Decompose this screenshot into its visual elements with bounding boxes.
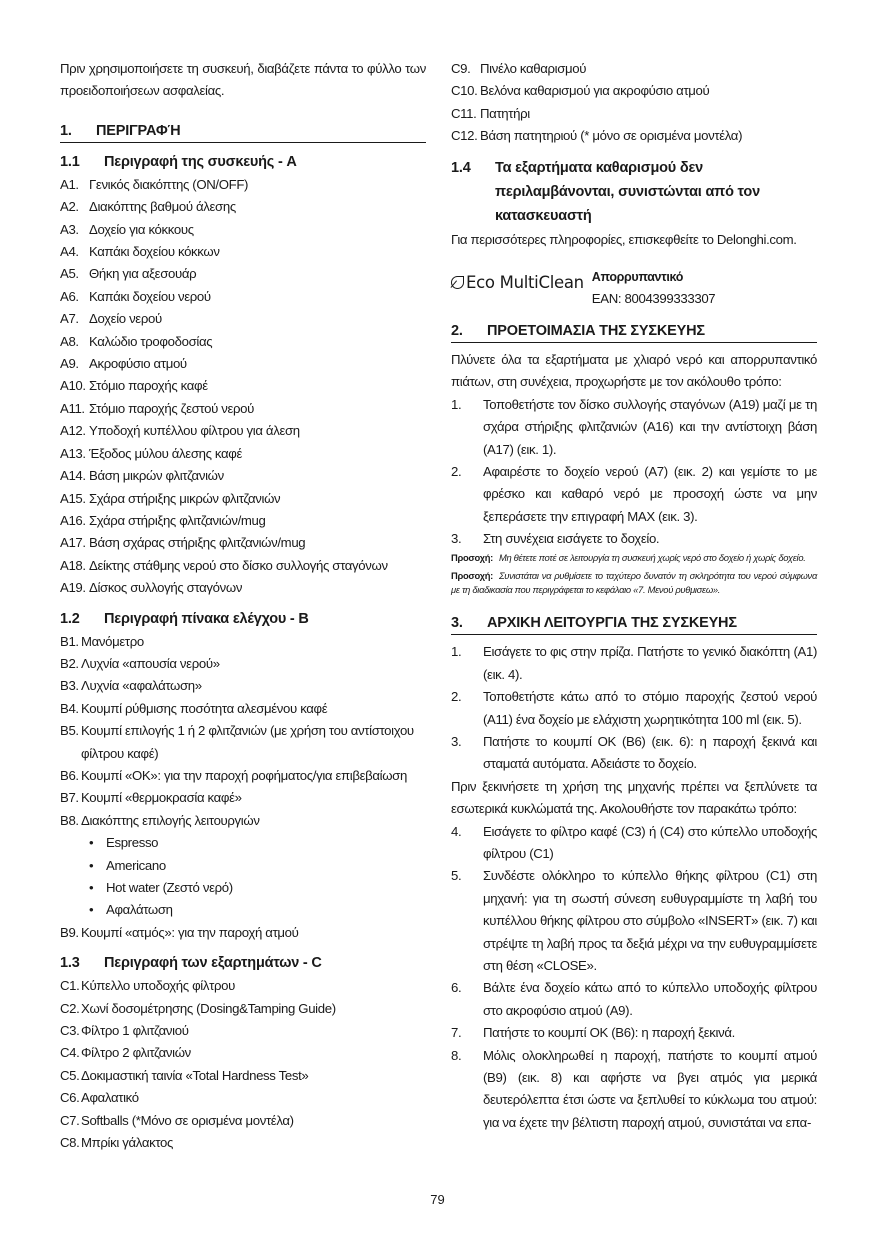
step-text: Μόλις ολοκληρωθεί η παροχή, πατήστε το κουμπί ατμού (B9) (εικ. 8) και αφήστε να βγει ατμός για μερικά δευτερόλεπτα έτσι ώστε να ξεπλυθεί το κύκλωμα του ατμού: για να έχετε την βέλτιστη παροχή ατμού, συνιστάται να επα-: [483, 1047, 817, 1130]
item-code: C9.: [451, 61, 471, 76]
item-text: Δοχείο για κόκκους: [89, 221, 194, 237]
control-panel-list: [60, 631, 426, 833]
item-text: Βάση μικρών φλιτζανιών: [89, 468, 224, 484]
function-options-list: [60, 832, 426, 922]
note-label: Προσοχή:: [451, 569, 493, 581]
list-item: [451, 58, 817, 80]
list-item: [60, 219, 426, 241]
item-text: Κουμπί «ατμός»: για την παροχή ατμού: [81, 924, 299, 940]
section-number: 3.: [451, 615, 463, 632]
item-code: A15.: [60, 490, 86, 506]
step-item: [451, 641, 817, 686]
item-code: B9.: [60, 924, 79, 940]
detergent-label: Απορρυπαντικό: [591, 270, 683, 285]
item-code: A14.: [60, 468, 86, 484]
list-item: [60, 510, 426, 532]
list-item: [60, 263, 426, 285]
item-text: Χωνί δοσομέτρησης (Dosing&Tamping Guide): [81, 1000, 336, 1016]
step-number: 3.: [451, 531, 462, 547]
right-column: [451, 58, 817, 1134]
item-text: Κύπελλο υποδοχής φίλτρου: [81, 978, 235, 994]
item-code: A8.: [60, 333, 79, 349]
appliance-parts-list: [60, 174, 426, 600]
section-1-1-heading: [60, 151, 426, 173]
section-number: 1.2: [60, 610, 80, 627]
bullet-item: [89, 832, 426, 854]
list-item: [60, 308, 426, 330]
list-item: [451, 80, 817, 102]
section-number: 2.: [451, 323, 463, 340]
step-item: [451, 528, 817, 550]
list-item: [60, 653, 426, 675]
item-code: B4.: [60, 700, 79, 716]
bullet-text: Αφαλάτωση: [106, 902, 173, 918]
item-code: B6.: [60, 767, 79, 783]
step-number: 1.: [451, 644, 462, 660]
list-item: [60, 174, 426, 196]
list-item: [451, 125, 817, 147]
list-item: [60, 698, 426, 720]
section-number: 1.4: [451, 159, 471, 176]
section-2-heading: [451, 323, 817, 343]
section-title: ΑΡΧΙΚΗ ΛΕΙΤΟΥΡΓΙΑ ΤΗΣ ΣΥΣΚΕΥΗΣ: [487, 615, 737, 632]
step-number: 8.: [451, 1047, 462, 1063]
list-item: [60, 1110, 426, 1132]
item-code: A11.: [60, 400, 85, 416]
item-text: Στόμιο παροχής ζεστού νερού: [89, 400, 255, 416]
item-text: Βάση σχάρας στήριξης φλιτζανιών/mug: [89, 535, 306, 551]
leaf-icon: [451, 276, 464, 289]
step-text: Στη συνέχεια εισάγετε το δοχείο.: [483, 531, 660, 547]
step-text: Αφαιρέστε το δοχείο νερού (A7) (εικ. 2) και γεμίστε το με φρέσκο και καθαρό νερό με προσοχή ώστε να μην ξεπεράσετε την επιγραφή MAX (εικ. 3).: [483, 464, 817, 524]
item-text: Καλώδιο τροφοδοσίας: [89, 333, 213, 349]
section-1-2-heading: [60, 608, 426, 630]
preparation-steps: [451, 394, 817, 551]
item-text: Φίλτρο 2 φλιτζανιών: [81, 1045, 191, 1061]
item-code: B3.: [60, 678, 79, 694]
step-item: [451, 731, 817, 776]
note-text: Μη θέτετε ποτέ σε λειτουργία τη συσκευή χωρίς νερό στο δοχείο ή χωρίς δοχείο.: [498, 551, 806, 563]
item-code: C1.: [60, 978, 80, 994]
step-item: [451, 1045, 817, 1135]
item-code: A7.: [60, 311, 79, 327]
list-item: [60, 375, 426, 397]
item-code: A17.: [60, 535, 86, 551]
step-text: Συνδέστε ολόκληρο το κύπελλο θήκης φίλτρου (C1) στη μηχανή: για τη σωστή σύνεση ευθυγραμμίστε τη λαβή του κυπέλλου θήκης φίλτρου στο σύμβολο «INSERT» (εικ. 7) και στρέψτε τη λαβή προς τα δεξιά μέχρι να την ευθυγραμμίσετε στη θέση «CLOSE».: [483, 868, 817, 973]
list-item: [451, 103, 817, 125]
item-text: Κουμπί «θερμοκρασία καφέ»: [81, 790, 242, 806]
section-1-heading: [60, 123, 426, 143]
item-text: Δείκτης στάθμης νερού στο δίσκο συλλογής σταγόνων: [89, 557, 388, 573]
item-code: A6.: [60, 288, 79, 304]
list-item: [60, 443, 426, 465]
item-text: Λυχνία «απουσία νερού»: [81, 655, 220, 671]
list-item: [60, 353, 426, 375]
item-text: Υποδοχή κυπέλλου φίλτρου για άλεση: [89, 423, 300, 439]
section-title: ΠΡΟΕΤΟΙΜΑΣΙΑ ΤΗΣ ΣΥΣΚΕΥΗΣ: [487, 323, 705, 340]
bullet-item: [89, 899, 426, 921]
list-item: [60, 720, 426, 765]
step-item: [451, 394, 817, 461]
item-code: B7.: [60, 790, 79, 806]
list-item: [60, 787, 426, 809]
list-item: [60, 1042, 426, 1064]
item-code: C3.: [60, 1023, 80, 1039]
list-item: [60, 998, 426, 1020]
list-item: [60, 398, 426, 420]
list-item: [60, 196, 426, 218]
list-item: [60, 765, 426, 787]
item-code: C8.: [60, 1135, 80, 1151]
item-text: Βελόνα καθαρισμού για ακροφύσιο ατμού: [480, 83, 710, 99]
item-text: Καπάκι δοχείου κόκκων: [89, 244, 220, 260]
list-item: [60, 286, 426, 308]
section-title: Περιγραφή πίνακα ελέγχου - B: [104, 610, 309, 627]
item-text: Καπάκι δοχείου νερού: [89, 288, 211, 304]
section-title: Περιγραφή της συσκευής - A: [104, 153, 297, 170]
list-item: [60, 631, 426, 653]
step-number: 1.: [451, 396, 462, 412]
step-text: Τοποθετήστε τον δίσκο συλλογής σταγόνων (A19) μαζί με τη σχάρα στήριξης φλιτζανιών (A16) και την αντίστοιχη βάση (A17) (εικ. 1).: [483, 396, 817, 457]
page-number: 79: [430, 1192, 445, 1207]
item-text: Σχάρα στήριξης μικρών φλιτζανιών: [89, 490, 281, 506]
item-text: Θήκη για αξεσουάρ: [89, 266, 197, 282]
bullet-icon: •: [89, 835, 94, 851]
item-code: C7.: [60, 1112, 80, 1128]
section-number: 1.: [60, 122, 72, 139]
section-title: Περιγραφή των εξαρτημάτων - C: [104, 955, 322, 972]
list-item: [60, 532, 426, 554]
list-item: [60, 810, 426, 832]
step-item: [451, 686, 817, 731]
item-code: C12.: [451, 128, 478, 144]
item-code: A10.: [60, 378, 86, 394]
item-text: Δοκιμαστική ταινία «Total Hardness Test»: [81, 1067, 309, 1083]
bullet-item: [89, 877, 426, 899]
list-item: [60, 975, 426, 997]
item-text: Αφαλατικό: [81, 1090, 139, 1106]
accessories-list: [60, 975, 426, 1154]
bullet-icon: •: [89, 857, 94, 873]
item-text: Φίλτρο 1 φλιτζανιού: [81, 1023, 189, 1039]
item-code: A12.: [60, 423, 86, 439]
warning-note-2: [451, 569, 817, 597]
item-text: Στόμιο παροχής καφέ: [89, 378, 208, 394]
item-code: A18.: [60, 557, 86, 573]
intro-paragraph: Πριν χρησιμοποιήσετε τη συσκευή, διαβάζετε πάντα το φύλλο των προειδοποιήσεων ασφαλείας.: [60, 61, 426, 99]
list-item: [60, 1020, 426, 1042]
bullet-icon: •: [89, 902, 94, 918]
item-code: B8.: [60, 812, 79, 828]
left-column: [60, 58, 426, 1154]
item-text: Έξοδος μύλου άλεσης καφέ: [89, 445, 243, 461]
first-use-steps: [451, 641, 817, 775]
list-item: [60, 1087, 426, 1109]
item-text: Ακροφύσιο ατμού: [89, 356, 187, 372]
list-item: [60, 577, 426, 599]
bullet-text: Hot water (Ζεστό νερό): [106, 880, 233, 895]
step-item: [451, 821, 817, 866]
eco-multiclean-logo: [451, 273, 584, 292]
item-code: C2.: [60, 1000, 80, 1016]
item-code: C6.: [60, 1090, 80, 1106]
list-item: [60, 1132, 426, 1154]
section-title: ΠΕΡΙΓΡΑΦΉ: [96, 122, 181, 139]
section-number: 1.1: [60, 153, 80, 170]
item-code: A9.: [60, 356, 79, 372]
eco-multiclean-block: [451, 267, 817, 309]
item-code: A5.: [60, 266, 79, 282]
list-item: [60, 465, 426, 487]
item-code: B5.: [60, 723, 79, 739]
item-text: Κουμπί «OK»: για την παροχή ροφήματος/για επιβεβαίωση: [81, 767, 407, 783]
accessories-list-continued: [451, 58, 817, 148]
item-text: Βάση πατητηριού (* μόνο σε ορισμένα μοντέλα): [480, 128, 743, 144]
item-code: A13.: [60, 445, 86, 461]
item-code: B2.: [60, 655, 79, 671]
item-text: Δίσκος συλλογής σταγόνων: [89, 580, 243, 596]
list-item: [60, 922, 426, 944]
item-text: Διακόπτης επιλογής λειτουργιών: [81, 812, 260, 828]
item-text: Διακόπτης βαθμού άλεσης: [89, 199, 236, 215]
item-code: A4.: [60, 244, 79, 260]
bullet-icon: •: [89, 880, 94, 895]
step-text: Εισάγετε το φίλτρο καφέ (C3) ή (C4) στο κύπελλο υποδοχής φίλτρου (C1): [483, 823, 817, 861]
list-item: [60, 555, 426, 577]
item-code: A19.: [60, 580, 86, 596]
item-code: A3.: [60, 221, 79, 237]
list-item: [60, 420, 426, 442]
detergent-info: [592, 267, 716, 309]
item-code: A16.: [60, 512, 86, 528]
item-text: Λυχνία «αφαλάτωση»: [81, 678, 202, 694]
section-1-3-heading: [60, 952, 426, 974]
step-number: 5.: [451, 868, 462, 884]
item-code: C5.: [60, 1067, 80, 1083]
item-code: B1.: [60, 633, 79, 649]
section-1-4-heading: [451, 156, 817, 228]
section-title: Τα εξαρτήματα καθαρισμού δεν περιλαμβάνονται, συνιστώνται από τον κατασκευαστή: [495, 159, 760, 224]
step-text: Τοποθετήστε κάτω από το στόμιο παροχής ζεστού νερού (A11) ένα δοχείο με ελάχιστη χωρητικότητα 100 ml (εικ. 5).: [483, 689, 817, 727]
step-number: 2.: [451, 689, 462, 705]
item-text: Πινέλο καθαρισμού: [480, 61, 587, 76]
warning-note-1: [451, 551, 817, 565]
list-item: [60, 488, 426, 510]
step-text: Πατήστε το κουμπί OK (B6) (εικ. 6): η παροχή ξεκινά και σταματά αυτόματα. Αδειάστε το δοχείο.: [483, 733, 817, 772]
item-text: Δοχείο νερού: [89, 311, 162, 327]
step-number: 4.: [451, 823, 462, 839]
note-label: Προσοχή:: [451, 551, 493, 563]
item-text: Πατητήρι: [480, 105, 530, 121]
section-number: 1.3: [60, 955, 80, 972]
step-item: [451, 977, 817, 1022]
item-code: C11.: [451, 105, 477, 121]
step-text: Πατήστε το κουμπί OK (B6): η παροχή ξεκινά.: [483, 1025, 735, 1041]
step-item: [451, 461, 817, 528]
bullet-text: Americano: [106, 857, 166, 873]
list-item: [60, 675, 426, 697]
first-use-mid-paragraph: Πριν ξεκινήσετε τη χρήση της μηχανής πρέπει να ξεπλύνετε τα εσωτερικά κυκλώματά της. Ακολουθήστε τον παρακάτω τρόπο:: [451, 778, 817, 817]
section-3-heading: [451, 615, 817, 635]
step-text: Βάλτε ένα δοχείο κάτω από το κύπελλο υποδοχής φίλτρου στο ακροφύσιο ατμού (A9).: [483, 980, 817, 1018]
step-number: 6.: [451, 980, 462, 996]
first-use-steps-continued: [451, 821, 817, 1135]
control-panel-list-end: [60, 922, 426, 944]
item-code: C4.: [60, 1045, 80, 1061]
item-text: Μανόμετρο: [81, 633, 144, 649]
step-number: 3.: [451, 733, 462, 749]
preparation-intro: Πλύνετε όλα τα εξαρτήματα με χλιαρό νερό και απορρυπαντικό πιάτων, στη συνέχεια, προχωρήστε με τον ακόλουθο τρόπο:: [451, 352, 817, 390]
item-text: Κουμπί ρύθμισης ποσότητα αλεσμένου καφέ: [81, 700, 328, 716]
list-item: [60, 331, 426, 353]
bullet-item: [89, 855, 426, 877]
item-code: A2.: [60, 199, 79, 215]
ean-code: EAN: 8004399333307: [591, 291, 716, 307]
item-code: C10.: [451, 83, 478, 99]
note-text: Συνιστάται να ρυθμίσετε το ταχύτερο δυνατόν τη σκληρότητα του νερού σύμφωνα με τη διαδικασία που περιγράφεται το κεφάλαιο «7. Μενού ρυθμισεω».: [451, 569, 817, 596]
step-number: 2.: [451, 464, 462, 480]
item-text: Κουμπί επιλογής 1 ή 2 φλιτζανιών (με χρήση του αντίστοιχου φίλτρου καφέ): [81, 723, 414, 761]
step-number: 7.: [451, 1025, 462, 1041]
item-code: A1.: [60, 176, 79, 192]
step-text: Εισάγετε το φις στην πρίζα. Πατήστε το γενικό διακόπτη (A1) (εικ. 4).: [483, 644, 817, 682]
item-text: Softballs (*Μόνο σε ορισμένα μοντέλα): [81, 1112, 294, 1128]
item-text: Σχάρα στήριξης φλιτζανιών/mug: [89, 512, 266, 528]
bullet-text: Espresso: [106, 835, 159, 851]
list-item: [60, 241, 426, 263]
step-item: [451, 1022, 817, 1044]
step-item: [451, 865, 817, 977]
item-text: Μπρίκι γάλακτος: [81, 1135, 173, 1151]
cleaning-info-text: Για περισσότερες πληροφορίες, επισκεφθείτε το Delonghi.com.: [451, 231, 797, 247]
list-item: [60, 1065, 426, 1087]
item-text: Γενικός διακόπτης (ON/OFF): [89, 176, 249, 192]
logo-text: Eco MultiClean: [466, 273, 584, 293]
